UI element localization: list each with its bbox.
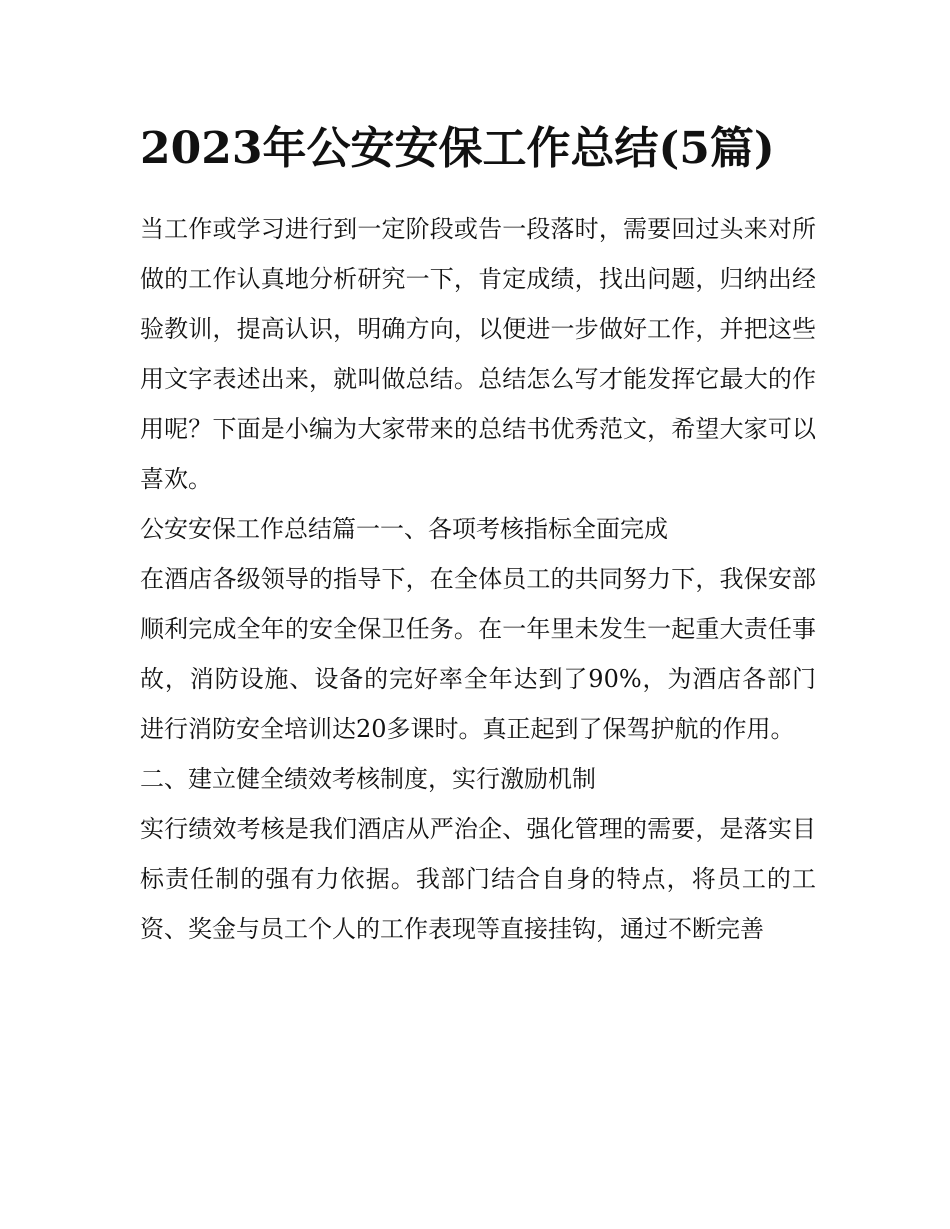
document-body [140, 204, 816, 954]
paragraph-intro: 当工作或学习进行到一定阶段或告一段落时，需要回过头来对所做的工作认真地分析研究一下，肯定成绩，找出问题，归纳出经验教训，提高认识，明确方向，以便进一步做好工作，并把这些用文字表述出来，就叫做总结。总结怎么写才能发挥它最大的作用呢？下面是小编为大家带来的总结书优秀范文，希望大家可以喜欢。 [140, 215, 816, 493]
paragraph-section-1: 在酒店各级领导的指导下，在全体员工的共同努力下，我保安部顺利完成全年的安全保卫任务。在一年里未发生一起重大责任事故，消防设施、设备的完好率全年达到了90%，为酒店各部门进行消防安全培训达20多课时。真正起到了保驾护航的作用。 [140, 565, 816, 743]
document-title: 2023年公安安保工作总结(5篇) [140, 123, 775, 174]
paragraph-heading-2: 二、建立健全绩效考核制度，实行激励机制 [140, 765, 596, 793]
document-page [140, 118, 816, 954]
paragraph-heading-1: 公安安保工作总结篇一一、各项考核指标全面完成 [140, 515, 668, 543]
paragraph-section-2: 实行绩效考核是我们酒店从严治企、强化管理的需要，是落实目标责任制的强有力依据。我部门结合自身的特点，将员工的工资、奖金与员工个人的工作表现等直接挂钩，通过不断完善 [140, 815, 816, 943]
